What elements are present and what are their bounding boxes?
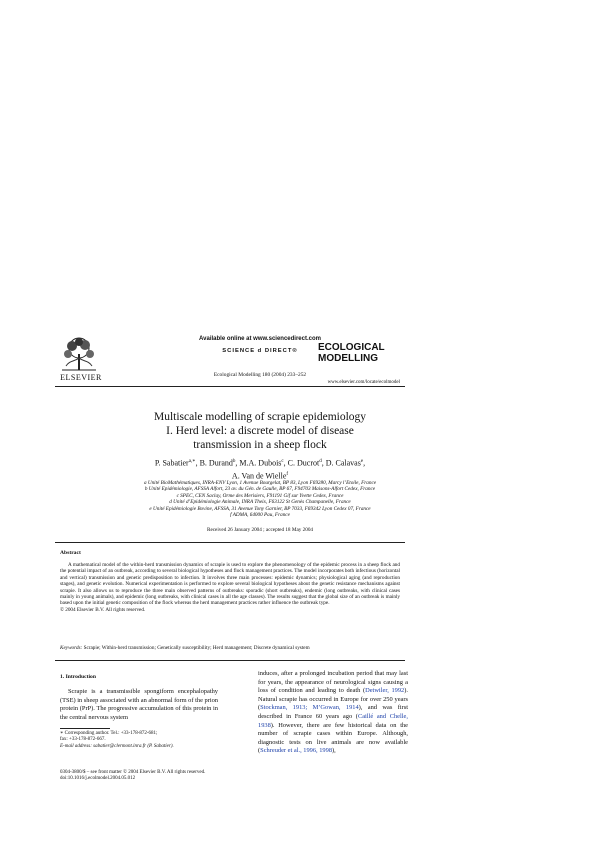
author-5-affil: e: [360, 459, 364, 464]
abstract-top-rule: [55, 542, 405, 543]
title-line-3: transmission in a sheep flock: [193, 439, 327, 451]
author-2: , B. Durand: [195, 458, 233, 468]
citation-link[interactable]: Detwiler, 1992: [365, 687, 405, 695]
author-1: P. Sabatier: [154, 458, 189, 468]
author-list: [90, 456, 430, 481]
available-online: Available online at www.sciencedirect.com: [199, 336, 321, 342]
title-line-1: Multiscale modelling of scrapie epidemiology: [153, 411, 367, 423]
author-5: , D. Calavas: [321, 458, 361, 468]
intro-column-1: Scrapie is a transmissible spongiform encephalopathy (TSE) in sheep associated with an abnormal form of the prion protein (PrP). The progressive accumulation of this protein in the central nervous system: [60, 688, 218, 721]
keywords: [60, 645, 400, 651]
publisher-name: ELSEVIER: [60, 373, 102, 382]
author-4: , C. Ducrot: [283, 458, 320, 468]
doi-line: doi:10.1016/j.ecolmodel.2004.05.012: [60, 776, 136, 782]
footnote-email: E-mail address: sabatier@clermont.inra.fr (P. Sabatier).: [60, 743, 174, 749]
footnote-rule: [60, 728, 110, 729]
intro-text-b: ). Natural scrapie has occurred in Europe for over 250 years (: [258, 687, 408, 712]
author-4-affil: d: [319, 459, 322, 464]
affiliations: [70, 480, 450, 518]
received-dates: Received 26 January 2004 ; accepted 18 May 2004: [206, 527, 314, 533]
journal-name-line1: ECOLOGICAL: [318, 342, 385, 353]
affiliation-c: c SPEC, CEN Saclay, Orme des Merisiers, F91191 Gif sur Yvette Cedex, France: [176, 492, 344, 499]
abstract-heading: Abstract: [60, 550, 81, 556]
sciencedirect-logo: SCIENCE d DIRECT®: [222, 348, 298, 354]
abstract-bottom-rule: [55, 660, 405, 661]
author-sep: ,: [363, 458, 366, 468]
author-3-affil: c: [281, 459, 284, 464]
author-3: , M.A. Dubois: [235, 458, 282, 468]
intro-text-a: induces, after a prolonged incubation period that may last for years, the appearance of neurological signs causing a loss of condition and leading to death (: [258, 670, 408, 695]
keywords-label: Keywords:: [60, 645, 83, 651]
author-6: A. Van de Wielle: [231, 471, 287, 481]
abstract-copyright: © 2004 Elsevier B.V. All rights reserved.: [60, 606, 146, 613]
footnote-corresponding: ∗ Corresponding author. Tel.: +33-178-872-681;: [60, 731, 158, 736]
affiliation-a: a Unité BioMathématiques, INRA-ENV Lyon, 1 Avenue Bourgelat, BP 83, Lyon F69280, Marcy l’Etoile, France: [143, 480, 377, 486]
section-heading-introduction: 1. Introduction: [60, 674, 96, 680]
title-line-2: I. Herd level: a discrete model of disease: [166, 425, 354, 437]
intro-text-c: ), and was first described in France 60 years ago (: [258, 704, 408, 720]
intro-text-d: ). However, there are few historical data on the number of scrapie cases within Europe. Although, diagnostic tests on live animals are now available (: [258, 721, 408, 755]
keywords-list: Scrapie; Within-herd transmission; Genetically susceptibility; Herd management; Discrete dynamical system: [82, 645, 310, 651]
affiliation-f: f ADMA, 64000 Pau, France: [230, 512, 290, 519]
affiliation-b: b Unité Epidémiologie, AFSSA Alfort, 23 av. du Gén. de Gaulle, BP 67, F94703 Maisons-Alfort Cedex, France: [144, 486, 376, 493]
journal-logo: [318, 342, 398, 364]
page-footer: [60, 770, 360, 783]
article-title: [120, 410, 400, 452]
journal-reference: Ecological Modelling 180 (2004) 233–252: [213, 372, 307, 378]
header-rule: [55, 386, 405, 387]
author-1-affil: a,∗: [188, 459, 196, 464]
journal-url: www.elsevier.com/locate/ecolmodel: [327, 380, 400, 385]
footnote-fax: fax: +33-178-872-667.: [60, 737, 106, 743]
abstract-body: [60, 562, 400, 613]
author-2-affil: b: [232, 459, 236, 464]
intro-column-2: [258, 670, 408, 756]
affiliation-d: d Unité d’Epidémiologie Animale, INRA Theix, F63122 St Genès Champanelle, France: [169, 499, 351, 506]
abstract-text: A mathematical model of the within-herd transmission dynamics of scrapie is used to explore the phenomenology of the epidemic process in a sheep flock and the potential impact of an outbreak, according to several biological hypotheses and flock management practices. The model incorporates both infectious (horizontal and vertical) transmission and genetic predisposition to infection. It involves three main processes: epidemic dynamics; physiological aging (and reproduction stages), and genetic evolution. Numerical experimentation is performed to explore several biological hypotheses about the genetic resistance mechanisms against scrapie. It also allows us to reproduce the three main observed patterns of outbreaks: sporadic (short outbreaks), endemic (long outbreaks, with clinical cases mainly in young animals), and epidemic (long outbreaks, with clinical cases in all the age classes). The results suggest that the global size of an outbreak is mainly based upon the initial genetic composition of the flock whereas the herd management practices rather influence the outbreak type.: [60, 562, 400, 607]
affiliation-e: e Unité Epidémiologie Bovine, AFSSA, 31 Avenue Tony Garnier, BP 7033, F69342 Lyon Cedex 07, France: [149, 505, 371, 512]
citation-link[interactable]: Stockman, 1913; M’Gowan, 1914: [260, 704, 359, 712]
journal-name-line2: MODELLING: [318, 353, 378, 364]
footnote: [60, 731, 220, 750]
issn-line: 0304-3800/$ – see front matter © 2004 Elsevier B.V. All rights reserved.: [60, 770, 206, 775]
elsevier-tree-logo: [58, 336, 100, 372]
citation-link[interactable]: Schreuder et al., 1996, 1998: [260, 747, 333, 755]
intro-text-e: ),: [332, 747, 336, 755]
author-6-affil: f: [286, 471, 289, 477]
citation-link[interactable]: Caillé and Chelle, 1938: [258, 712, 408, 729]
